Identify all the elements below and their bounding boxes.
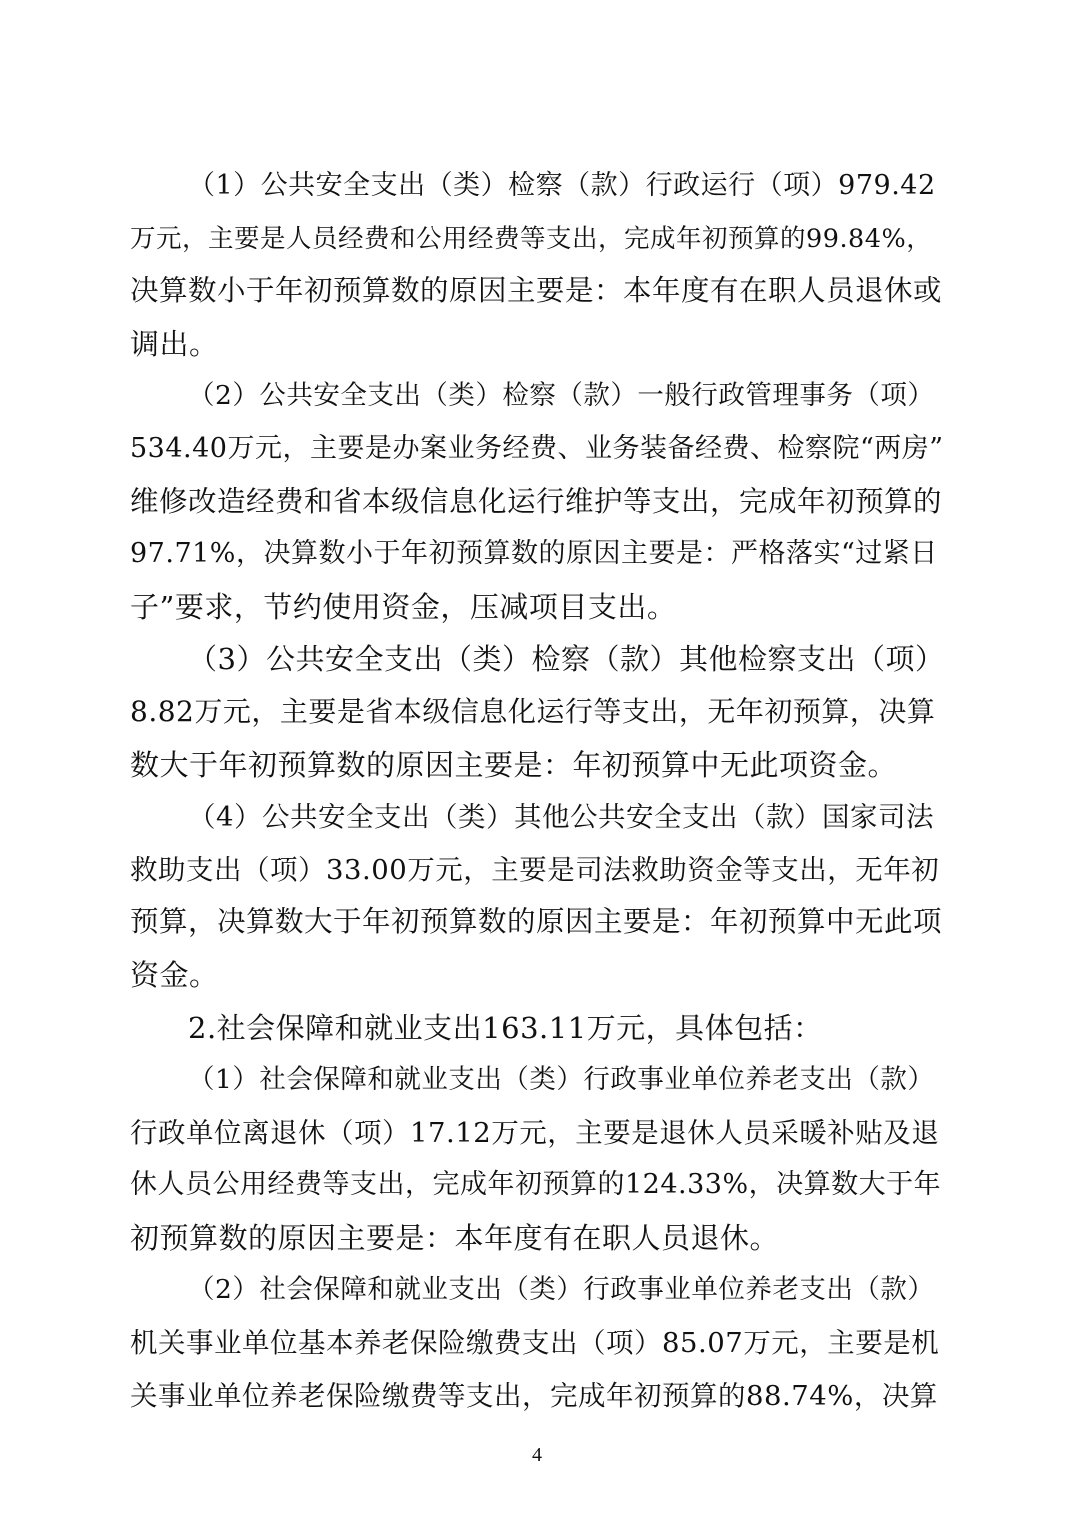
text-line: （1）社会保障和就业支出（类）行政事业单位养老支出（款）	[188, 1064, 935, 1096]
text-line: （1）公共安全支出（类）检察（款）行政运行（项）979.42	[188, 170, 936, 201]
text-line: 子”要求，节约使用资金，压减项目支出。	[130, 589, 677, 624]
text-line: （3）公共安全支出（类）检察（款）其他检察支出（项）	[188, 642, 945, 677]
text-line: 机关事业单位基本养老保险缴费支出（项）85.07万元，主要是机	[130, 1327, 940, 1360]
text-line: 维修改造经费和省本级信息化运行维护等支出，完成年初预算的	[130, 484, 943, 518]
text-line: 资金。	[130, 957, 219, 992]
text-line: 预算，决算数大于年初预算数的原因主要是：年初预算中无此项	[130, 905, 943, 939]
text-line: 关事业单位养老保险缴费等支出，完成年初预算的88.74%，决算	[130, 1379, 938, 1412]
text-line: （4）公共安全支出（类）其他公共安全支出（款）国家司法	[188, 801, 934, 834]
text-line: 救助支出（项）33.00万元，主要是司法救助资金等支出，无年初	[130, 853, 940, 886]
body-text	[130, 160, 945, 1422]
text-line: 8.82万元，主要是省本级信息化运行等支出，无年初预算，决算	[130, 694, 936, 728]
text-line: 行政单位离退休（项）17.12万元，主要是退休人员采暖补贴及退	[130, 1116, 940, 1149]
text-line: 97.71%，决算数小于年初预算数的原因主要是：严格落实“过紧日	[130, 538, 938, 570]
text-line: 534.40万元，主要是办案业务经费、业务装备经费、检察院“两房”	[130, 432, 944, 464]
text-line: 2.社会保障和就业支出163.11万元，具体包括：	[188, 1010, 823, 1045]
text-line: 决算数小于年初预算数的原因主要是：本年度有在职人员退休或	[130, 274, 943, 308]
text-line: （2）社会保障和就业支出（类）行政事业单位养老支出（款）	[188, 1274, 935, 1306]
text-line: 初预算数的原因主要是：本年度有在职人员退休。	[130, 1220, 780, 1255]
page-number: 4	[532, 1444, 542, 1466]
text-line: 休人员公用经费等支出，完成年初预算的124.33%，决算数大于年	[130, 1169, 942, 1201]
text-line: （2）公共安全支出（类）检察（款）一般行政管理事务（项）	[188, 380, 935, 412]
text-line: 数大于年初预算数的原因主要是：年初预算中无此项资金。	[130, 747, 898, 782]
text-line: 调出。	[130, 326, 219, 361]
text-line: 万元，主要是人员经费和公用经费等支出，完成年初预算的99.84%，	[130, 223, 933, 254]
